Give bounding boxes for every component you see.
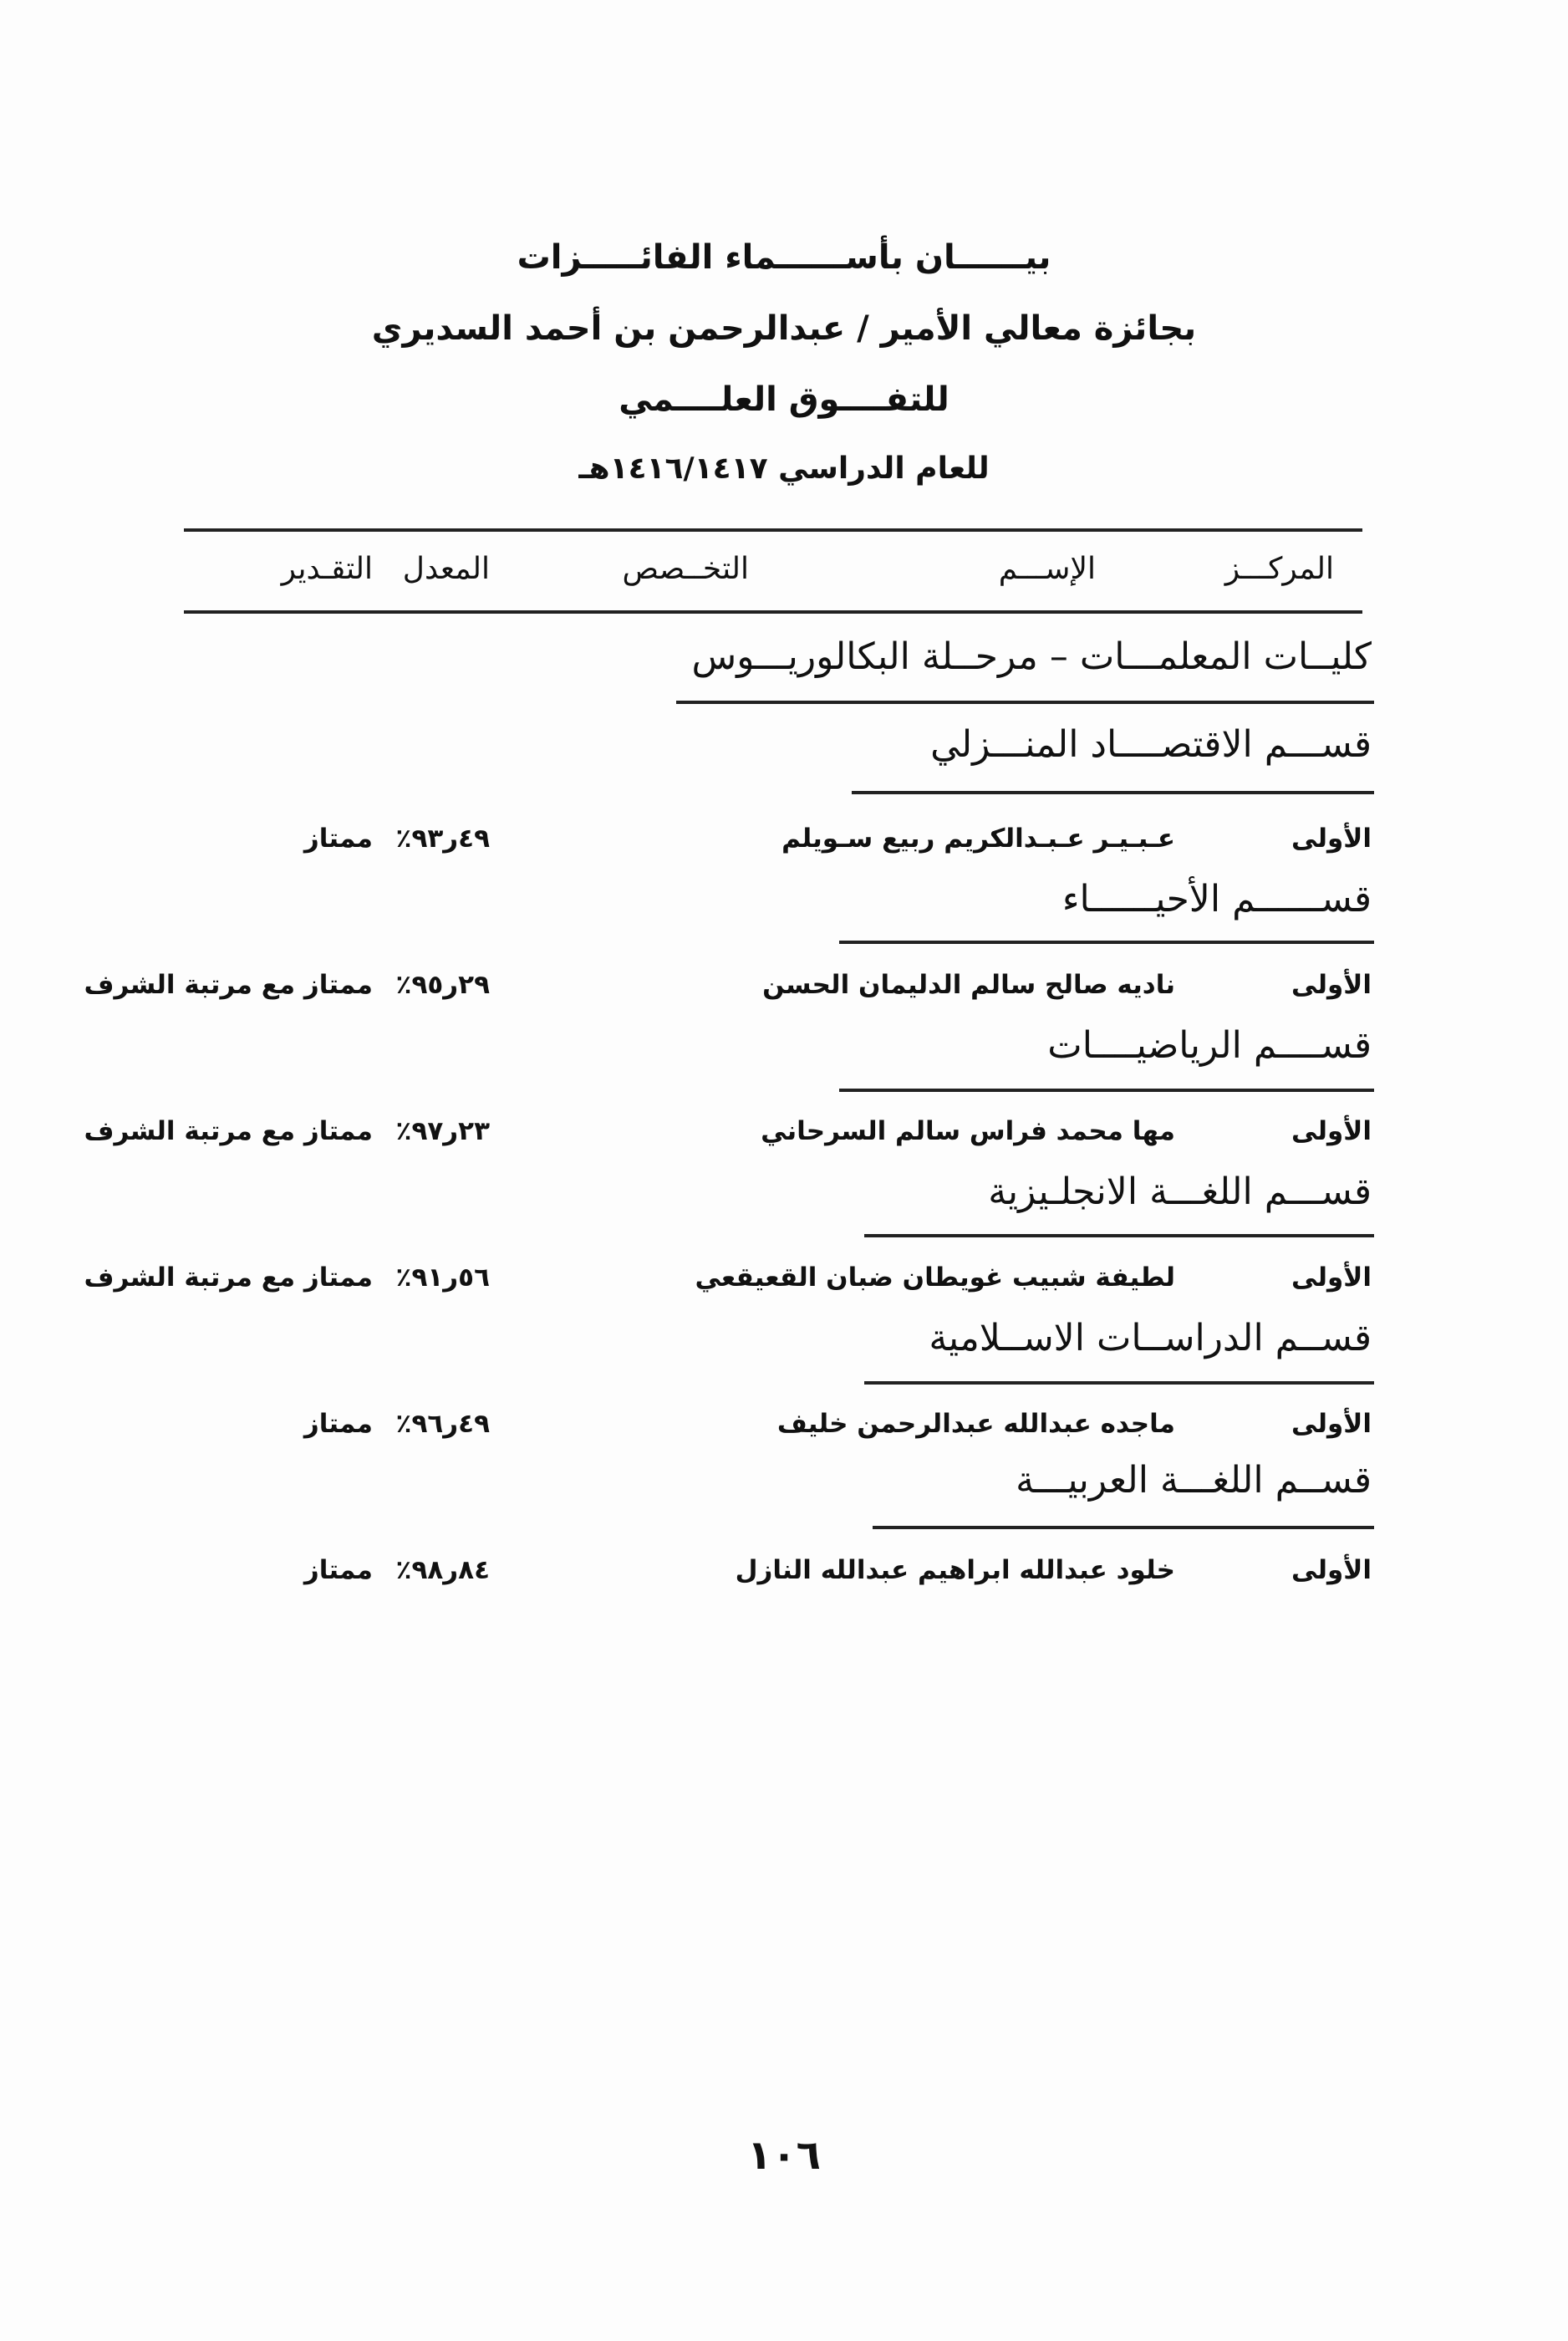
rank-value: الأولى xyxy=(1291,1262,1372,1293)
section-title: قســــــم الأحيــــــاء xyxy=(1061,878,1372,921)
rank-value: الأولى xyxy=(1291,970,1372,1000)
section-title-rule xyxy=(839,941,1374,944)
section-title-rule xyxy=(873,1526,1374,1529)
faculty-title-rule xyxy=(676,701,1374,704)
average-value: ٤٩ر٩٦٪ xyxy=(395,1409,490,1439)
grade-value: ممتاز xyxy=(303,824,373,854)
grade-value: ممتاز مع مرتبة الشرف xyxy=(84,1262,373,1293)
average-value: ٤٩ر٩٣٪ xyxy=(395,824,490,854)
grade-value: ممتاز xyxy=(303,1555,373,1585)
student-name: خلود عبدالله ابراهيم عبدالله النازل xyxy=(735,1555,1175,1585)
section-title-rule xyxy=(864,1381,1374,1385)
average-value: ٨٤ر٩٨٪ xyxy=(395,1555,490,1585)
grade-value: ممتاز مع مرتبة الشرف xyxy=(84,1116,373,1146)
section-title-rule xyxy=(852,791,1374,794)
rank-value: الأولى xyxy=(1291,1116,1372,1146)
document-title-line-4: للعام الدراسي ١٤١٦/١٤١٧هـ xyxy=(578,451,990,486)
average-value: ٢٩ر٩٥٪ xyxy=(395,970,490,1000)
document-title-line-3: للتفــــوق العلــــمي xyxy=(619,380,949,419)
student-name: ناديه صالح سالم الدليمان الحسن xyxy=(762,970,1175,1000)
student-name: ماجده عبدالله عبدالرحمن خليف xyxy=(776,1409,1175,1439)
grade-value: ممتاز xyxy=(303,1409,373,1439)
average-value: ٢٣ر٩٧٪ xyxy=(395,1116,490,1146)
column-header-name: الإســـم xyxy=(998,552,1096,586)
header-top-rule xyxy=(184,528,1362,532)
student-name: مها محمد فراس سالم السرحاني xyxy=(761,1116,1175,1146)
section-title: قســم الدراســات الاســلامية xyxy=(929,1317,1372,1359)
rank-value: الأولى xyxy=(1291,824,1372,854)
rank-value: الأولى xyxy=(1291,1409,1372,1439)
section-title: قســــم الرياضيــــات xyxy=(1047,1024,1372,1067)
page-number: ١٠٦ xyxy=(747,2132,821,2179)
column-header-specialty: التخــصص xyxy=(622,552,749,586)
student-name: عـبـيـر عـبـدالكريم ربيع سـويلم xyxy=(781,824,1175,854)
column-header-average: المعدل xyxy=(402,552,490,586)
section-title-rule xyxy=(839,1089,1374,1092)
section-title-rule xyxy=(864,1234,1374,1237)
faculty-title: كليــات المعلمـــات – مرحــلة البكالوريـــوس xyxy=(691,635,1372,678)
student-name: لطيفة شبيب غويطان ضبان القعيقعي xyxy=(695,1262,1175,1293)
rank-value: الأولى xyxy=(1291,1555,1372,1585)
section-title: قســم اللغـــة العربيـــة xyxy=(1016,1459,1372,1502)
grade-value: ممتاز مع مرتبة الشرف xyxy=(84,970,373,1000)
document-title-line-2: بجائزة معالي الأمير / عبدالرحمن بن أحمد السديري xyxy=(371,309,1197,348)
header-bottom-rule xyxy=(184,610,1362,614)
document-title-line-1: بيــــــان بأســــــماء الفائـــــزات xyxy=(517,238,1051,277)
column-header-grade: التقـدير xyxy=(281,552,373,586)
section-title: قســـم اللغـــة الانجلـيزية xyxy=(988,1170,1372,1213)
average-value: ٥٦ر٩١٪ xyxy=(395,1262,490,1293)
column-header-rank: المركـــز xyxy=(1224,552,1334,586)
section-title: قســـم الاقتصــــاد المنـــزلي xyxy=(930,723,1372,766)
